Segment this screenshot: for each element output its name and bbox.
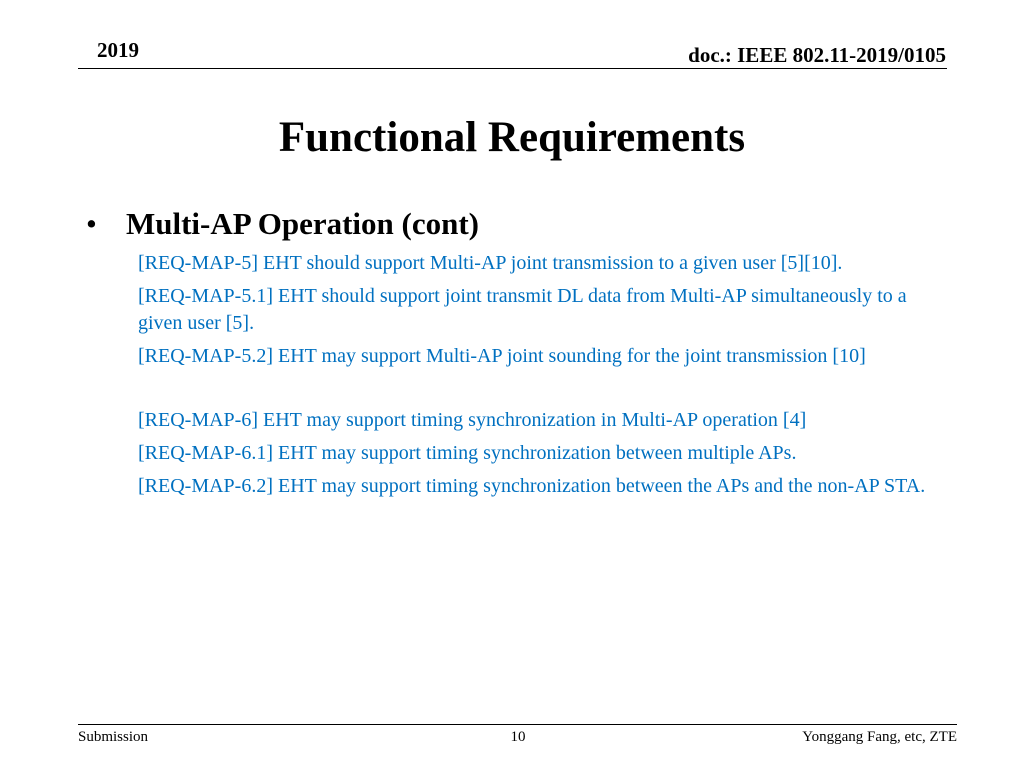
header-divider [78, 68, 947, 69]
slide-title: Functional Requirements [278, 114, 746, 161]
header-year: 2019 [97, 38, 139, 62]
requirement-item: [REQ-MAP-6.1] EHT may support timing synchronization between multiple APs. [138, 442, 797, 464]
section-heading: Multi-AP Operation (cont) [126, 206, 480, 241]
footer-author: Yonggang Fang, etc, ZTE [802, 729, 957, 745]
requirement-item: [REQ-MAP-5] EHT should support Multi-AP joint transmission to a given user [5][10]. [138, 252, 843, 274]
page-number: 10 [510, 729, 526, 745]
bullet-icon: • [86, 206, 97, 241]
section-bullet-row [82, 204, 942, 244]
requirement-item: [REQ-MAP-6] EHT may support timing synchronization in Multi-AP operation [4] [138, 409, 807, 431]
section [82, 204, 942, 244]
requirement-item: [REQ-MAP-5.1] EHT should support joint transmit DL data from Multi-AP simultaneously to a given user [5]. [138, 285, 907, 334]
header-doc-id: doc.: IEEE 802.11-2019/0105 [688, 43, 946, 67]
footer-divider [78, 724, 957, 725]
requirement-item: [REQ-MAP-5.2] EHT may support Multi-AP joint sounding for the joint transmission [10] [138, 345, 866, 367]
footer-submission: Submission [78, 729, 149, 745]
requirement-item: [REQ-MAP-6.2] EHT may support timing synchronization between the APs and the non-AP STA. [138, 475, 926, 497]
requirement-list [138, 250, 938, 506]
